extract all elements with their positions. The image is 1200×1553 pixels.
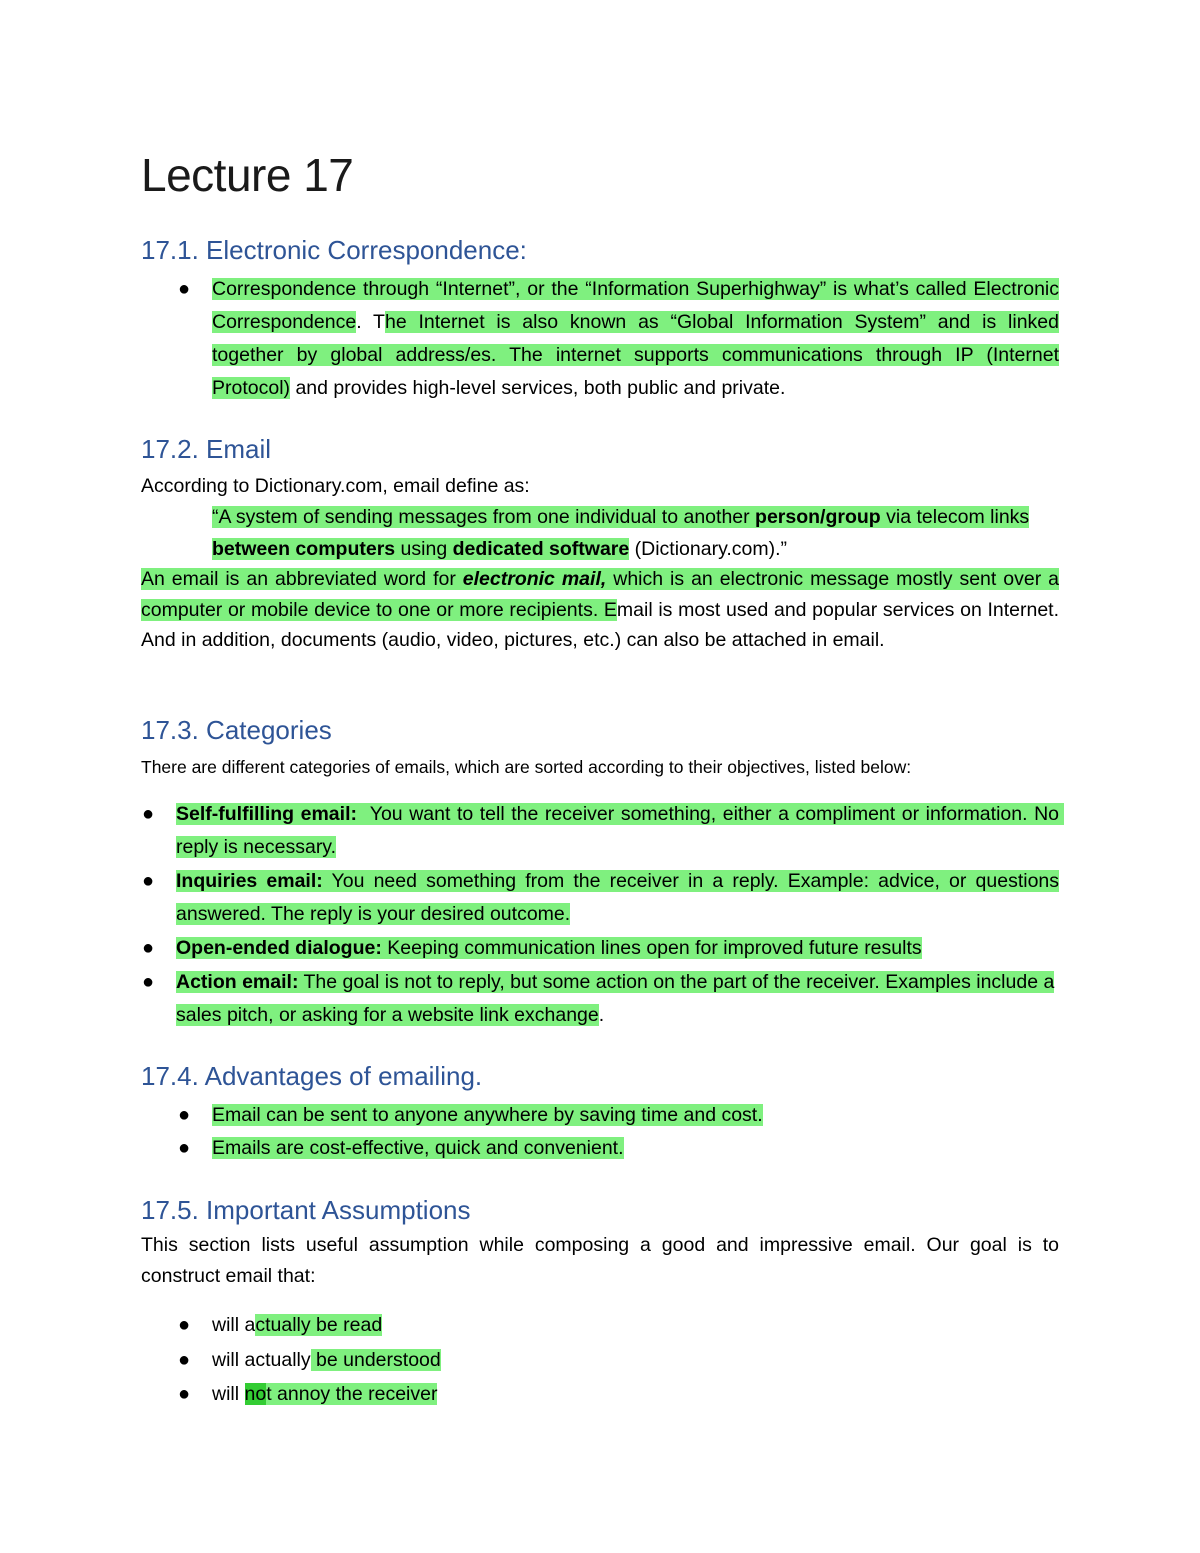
bullet-icon: ● <box>178 278 191 300</box>
intro-text: According to Dictionary.com, email define as: <box>141 475 530 497</box>
bullet-icon: ● <box>178 1104 191 1126</box>
list-item: ● will actually be understood <box>212 1344 441 1377</box>
list-item: ● Correspondence through “Internet”, or the “Information Superhighway” is what’s called Electronic Correspondence. The Internet is also known as “Global Information System” and is linked together by global address/es. The internet supports communications through IP (Internet Protocol) and provides high-level services, both public and private. <box>212 273 1059 405</box>
paragraph: An email is an abbreviated word for electronic mail, which is an electronic message mostly sent over a computer or mobile device to one or more recipients. Email is most used and popular services on Internet. And in addition, documents (audio, video, pictures, etc.) can also be attached in email. <box>141 568 1059 651</box>
section-heading-advantages: 17.4. Advantages of emailing. <box>141 1061 483 1091</box>
section-heading-important-assumptions: 17.5. Important Assumptions <box>141 1195 471 1225</box>
list-item: ● Inquiries email: You need something from the receiver in a reply. Example: advice, or questions answered. The reply is your desired outcome. <box>176 865 1059 931</box>
list-item: ● Self-fulfilling email: You want to tell the receiver something, either a compliment or information. No reply is necessary. <box>176 798 1059 864</box>
intro-text: This section lists useful assumption while composing a good and impressive email. Our goal is to construct email that: <box>141 1234 1059 1287</box>
list-item: ● Open-ended dialogue: Keeping communication lines open for improved future results <box>176 932 1059 965</box>
list-item: ● will not annoy the receiver <box>212 1378 437 1411</box>
bullet-icon: ● <box>178 1383 191 1405</box>
section-heading-email: 17.2. Email <box>141 434 272 464</box>
section-heading-categories: 17.3. Categories <box>141 715 332 745</box>
bullet-icon: ● <box>142 870 155 892</box>
bullet-icon: ● <box>142 803 155 825</box>
page-title: Lecture 17 <box>141 149 354 201</box>
list-item: ● Email can be sent to anyone anywhere by saving time and cost. <box>212 1099 763 1132</box>
quote-block: “A system of sending messages from one individual to another person/group via telecom links between computers using dedicated software (Dictionary.com).” <box>212 506 1030 560</box>
intro-text: There are different categories of emails, which are sorted according to their objectives, listed below: <box>141 757 912 777</box>
bullet-icon: ● <box>178 1349 191 1371</box>
bullet-icon: ● <box>178 1137 191 1159</box>
bullet-icon: ● <box>142 937 155 959</box>
bullet-icon: ● <box>142 971 155 993</box>
list-item: ● Emails are cost-effective, quick and convenient. <box>212 1132 624 1165</box>
list-item: ● will actually be read <box>212 1309 382 1342</box>
bullet-icon: ● <box>178 1314 191 1336</box>
list-item: ● Action email: The goal is not to reply, but some action on the part of the receiver. Examples include a sales pitch, or asking for a website link exchange. <box>176 966 1059 1032</box>
section-heading-electronic-correspondence: 17.1. Electronic Correspondence: <box>141 235 527 265</box>
